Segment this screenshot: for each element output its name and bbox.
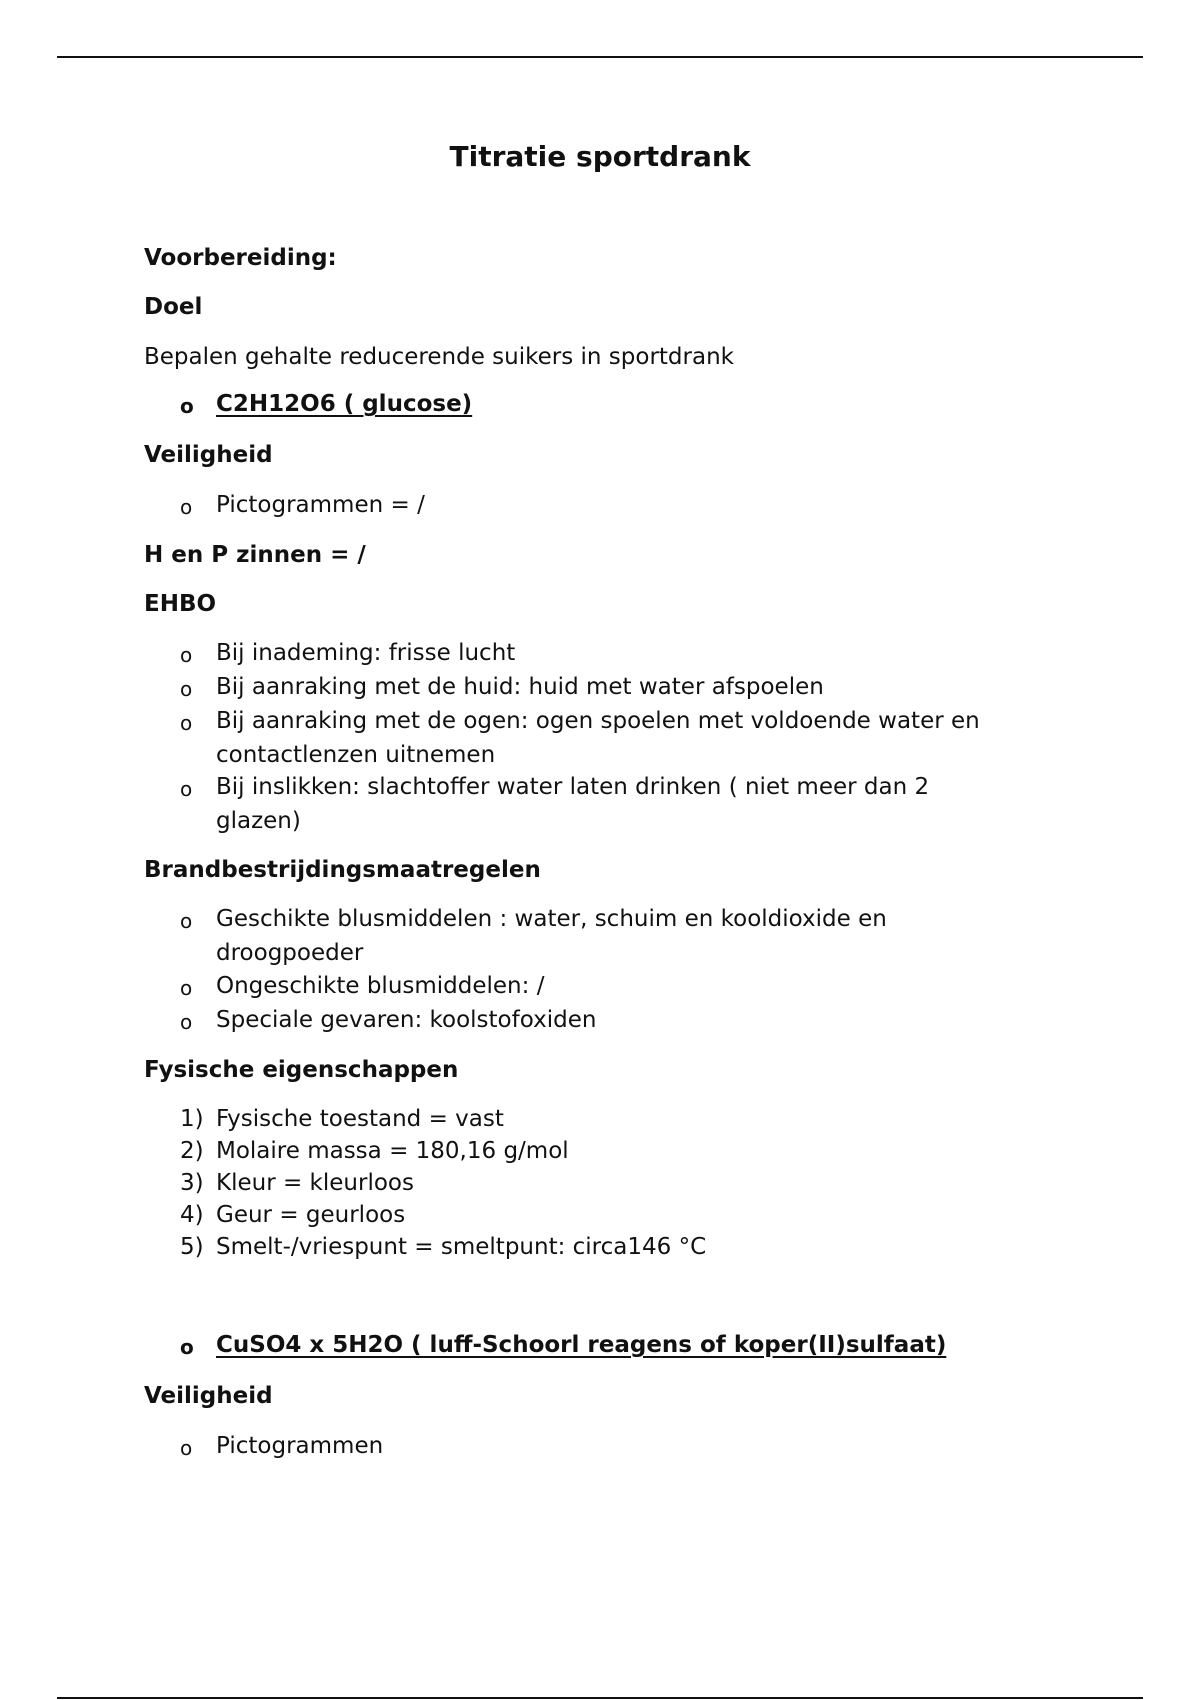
fysisch-item: Smelt-/vriespunt = smeltpunt: circa146 °C xyxy=(216,1234,707,1260)
fysisch-item: Kleur = kleurloos xyxy=(216,1170,414,1196)
list-number: 2) xyxy=(180,1138,204,1164)
bullet-marker: o xyxy=(180,643,193,667)
ehbo-item-continued: glazen) xyxy=(216,808,301,834)
fysisch-item: Geur = geurloos xyxy=(216,1202,406,1228)
bullet-marker: o xyxy=(180,976,193,1000)
heading-veiligheid-1: Veiligheid xyxy=(144,442,273,468)
ehbo-item: Bij aanraking met de ogen: ogen spoelen met voldoende water en xyxy=(216,708,980,734)
list-number: 4) xyxy=(180,1202,204,1228)
compound-glucose: C2H12O6 ( glucose) xyxy=(216,391,473,417)
document-title: Titratie sportdrank xyxy=(449,140,751,173)
brand-item-continued: droogpoeder xyxy=(216,940,364,966)
heading-ehbo: EHBO xyxy=(144,591,217,617)
bullet-marker: o xyxy=(180,677,193,701)
heading-voorbereiding: Voorbereiding: xyxy=(144,245,337,271)
bullet-marker: o xyxy=(180,909,193,933)
pictogrammen-1: Pictogrammen = / xyxy=(216,492,425,518)
bullet-marker: o xyxy=(180,777,193,801)
bullet-marker: o xyxy=(180,711,193,735)
bullet-marker: o xyxy=(180,1010,193,1034)
list-number: 5) xyxy=(180,1234,204,1260)
compound-kopersulfaat: CuSO4 x 5H2O ( luff-Schoorl reagens of koper(II)sulfaat) xyxy=(216,1332,947,1358)
bullet-marker: o xyxy=(180,1436,193,1460)
heading-veiligheid-2: Veiligheid xyxy=(144,1383,273,1409)
ehbo-item: Bij inademing: frisse lucht xyxy=(216,640,516,666)
ehbo-item: Bij aanraking met de huid: huid met water afspoelen xyxy=(216,674,824,700)
list-number: 3) xyxy=(180,1170,204,1196)
ehbo-item: Bij inslikken: slachtoffer water laten drinken ( niet meer dan 2 xyxy=(216,774,930,800)
pictogrammen-2: Pictogrammen xyxy=(216,1433,384,1459)
fysisch-item: Fysische toestand = vast xyxy=(216,1106,504,1132)
list-number: 1) xyxy=(180,1106,204,1132)
brand-item: Geschikte blusmiddelen : water, schuim en kooldioxide en xyxy=(216,906,887,932)
doel-text: Bepalen gehalte reducerende suikers in sportdrank xyxy=(144,344,734,370)
fysisch-item: Molaire massa = 180,16 g/mol xyxy=(216,1138,569,1164)
ehbo-item-continued: contactlenzen uitnemen xyxy=(216,742,496,768)
heading-doel: Doel xyxy=(144,294,203,320)
brand-item: Speciale gevaren: koolstofoxiden xyxy=(216,1007,597,1033)
heading-hp-zinnen: H en P zinnen = / xyxy=(144,542,366,568)
bottom-rule xyxy=(57,1697,1143,1699)
bullet-marker: o xyxy=(180,1335,194,1359)
bullet-marker: o xyxy=(180,394,194,418)
heading-fysische-eigenschappen: Fysische eigenschappen xyxy=(144,1057,459,1083)
heading-brandbestrijding: Brandbestrijdingsmaatregelen xyxy=(144,857,541,883)
brand-item: Ongeschikte blusmiddelen: / xyxy=(216,973,545,999)
top-rule xyxy=(57,56,1143,58)
bullet-marker: o xyxy=(180,495,193,519)
